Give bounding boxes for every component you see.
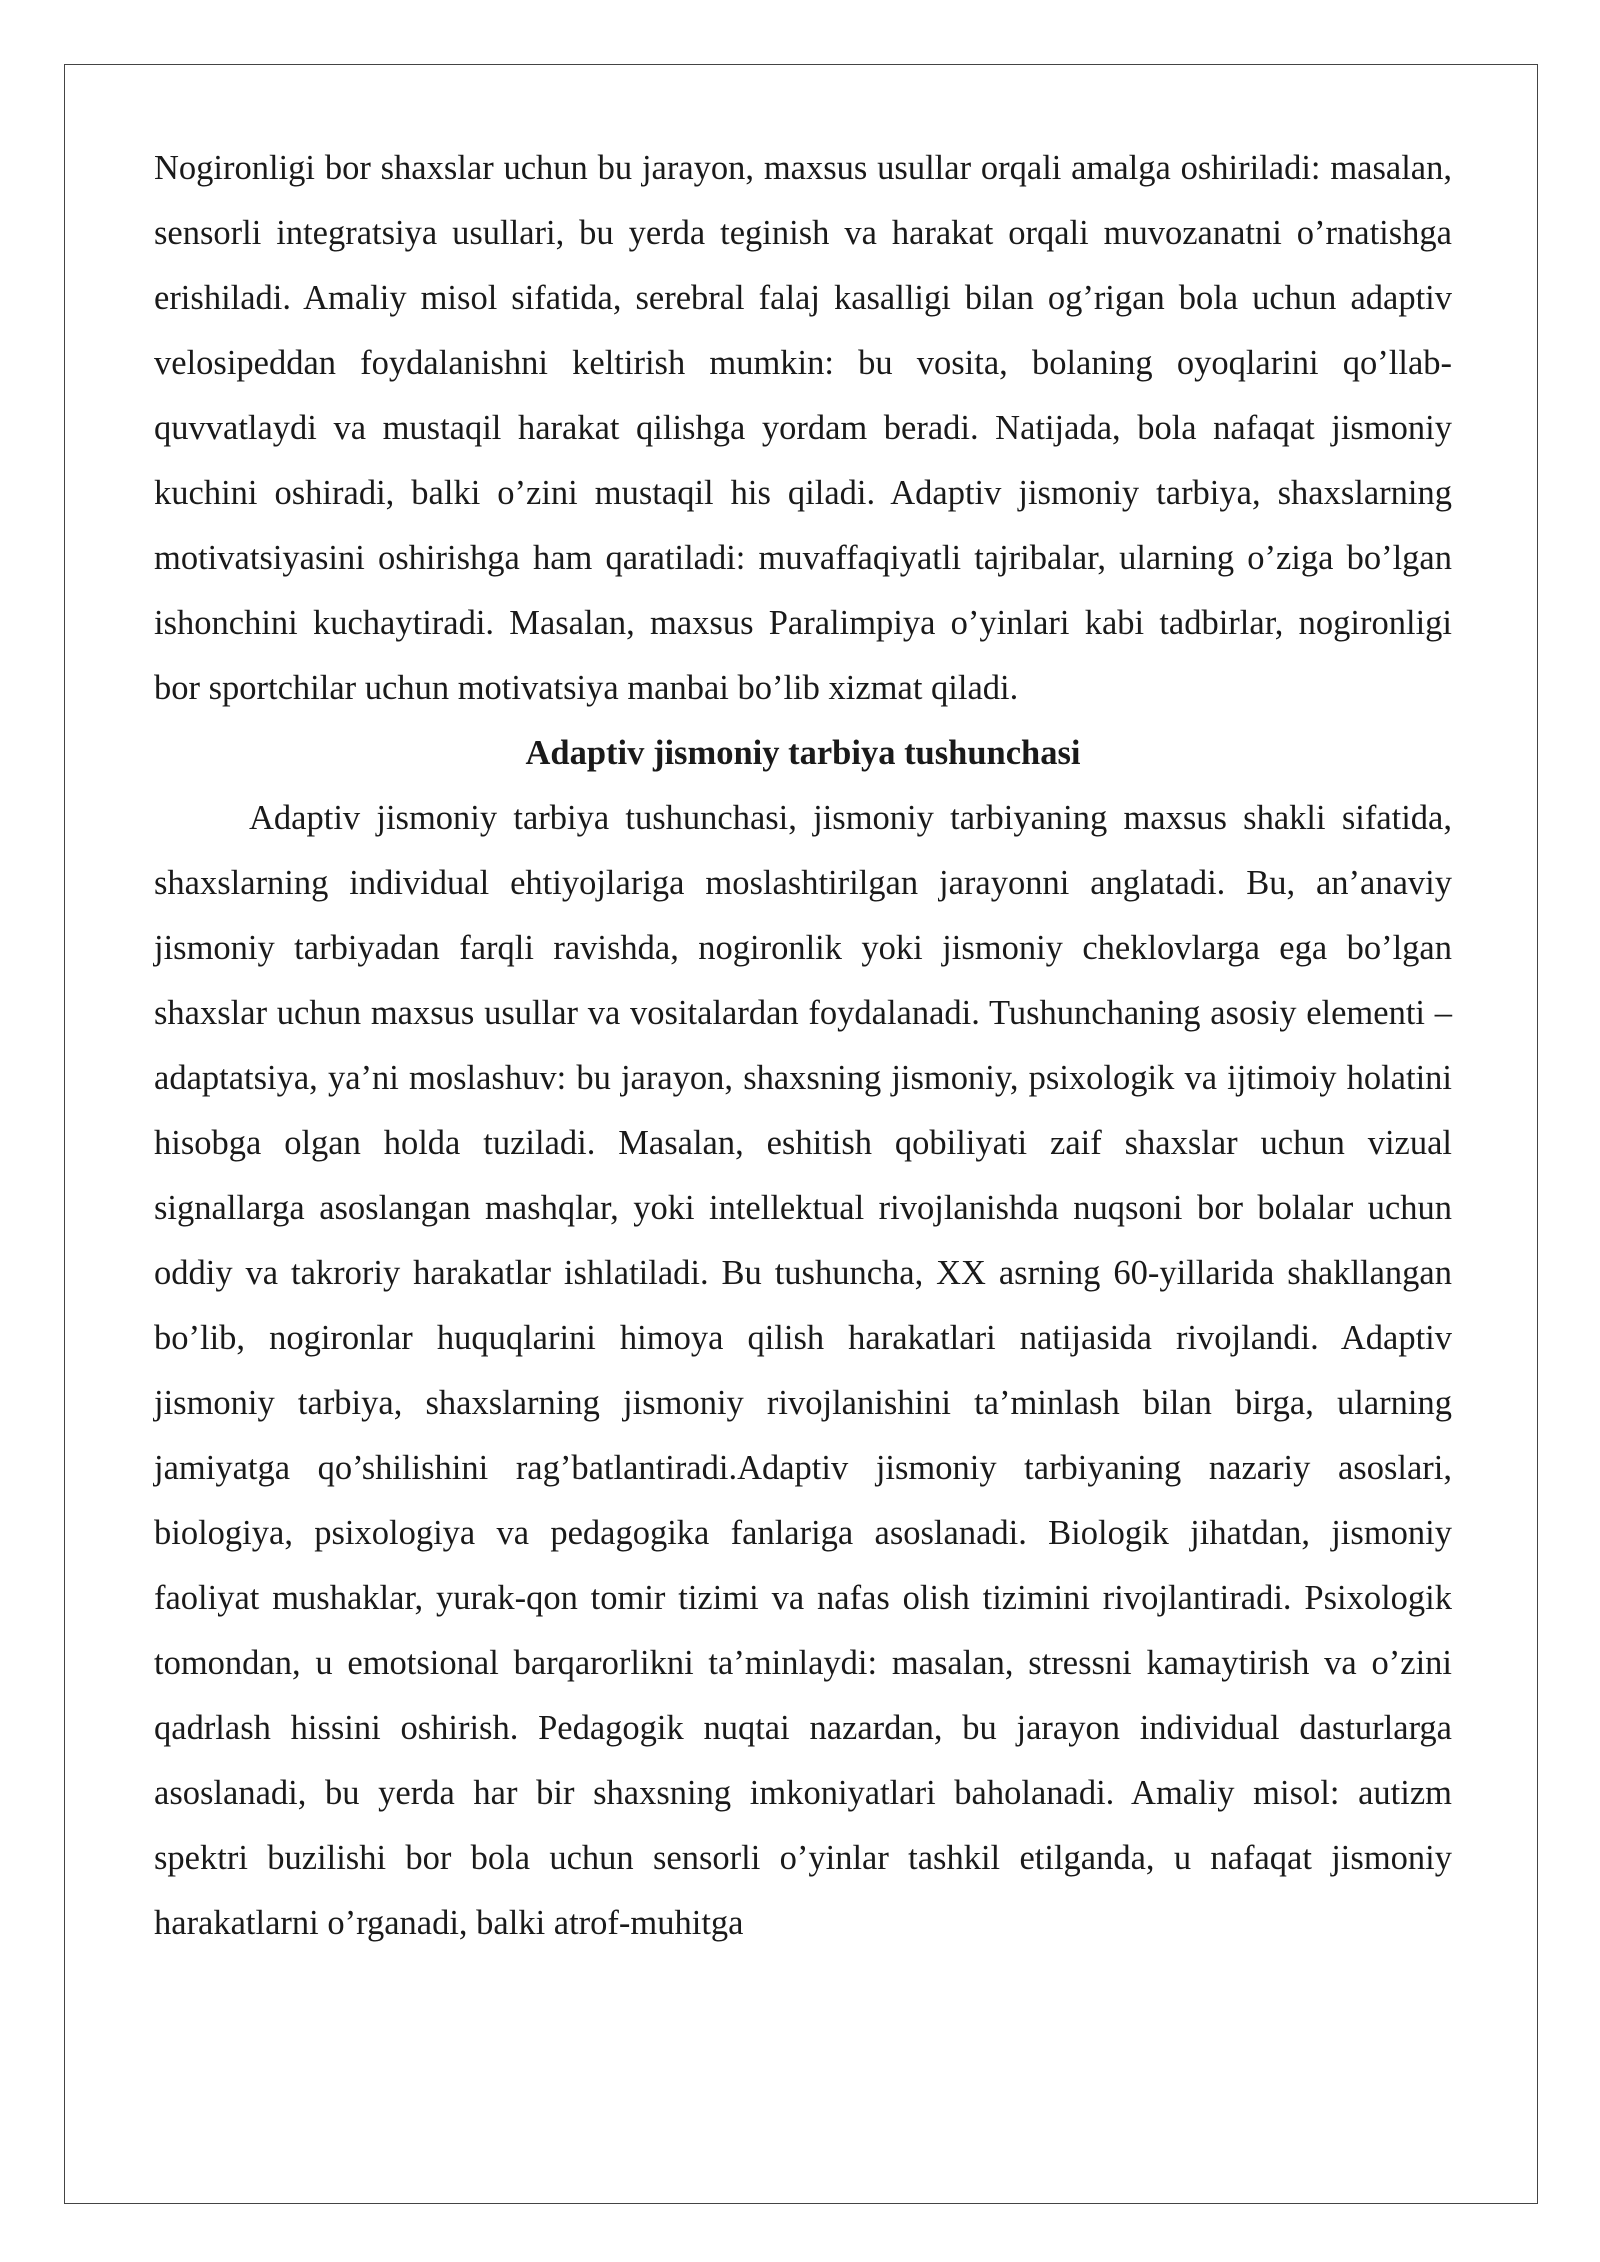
body-paragraph: Adaptiv jismoniy tarbiya tushunchasi, jismoniy tarbiyaning maxsus shakli sifatida, shaxslarning individual ehtiyojlariga moslashtirilgan jarayonni anglatadi. Bu, an’anaviy jismoniy tarbiyadan farqli ravishda, nogironlik yoki jismoniy cheklovlarga ega bo’lgan shaxslar uchun maxsus usullar va vositalardan foydalanadi. Tushunchaning asosiy elementi – adaptatsiya, ya’ni moslashuv: bu jarayon, shaxsning jismoniy, psixologik va ijtimoiy holatini hisobga olgan holda tuziladi. Masalan, eshitish qobiliyati zaif shaxslar uchun vizual signallarga asoslangan mashqlar, yoki intellektual rivojlanishda nuqsoni bor bolalar uchun oddiy va takroriy harakatlar ishlatiladi. Bu tushuncha, XX asrning 60-yillarida shakllangan bo’lib, nogironlar huquqlarini himoya qilish harakatlari natijasida rivojlandi. Adaptiv jismoniy tarbiya, shaxslarning jismoniy rivojlanishini ta’minlash bilan birga, ularning jamiyatga qo’shilishini rag’batlantiradi.Adaptiv jismoniy tarbiyaning nazariy asoslari, biologiya, psixologiya va pedagogika fanlariga asoslanadi. Biologik jihatdan, jismoniy faoliyat mushaklar, yurak-qon tomir tizimi va nafas olish tizimini rivojlantiradi. Psixologik tomondan, u emotsional barqarorlikni ta’minlaydi: masalan, stressni kamaytirish va o’zini qadrlash hissini oshirish. Pedagogik nuqtai nazardan, bu jarayon individual dasturlarga asoslanadi, bu yerda har bir shaxsning imkoniyatlari baholanadi. Amaliy misol: autizm spektri buzilishi bor bola uchun sensorli o’yinlar tashkil etilganda, u nafaqat jismoniy harakatlarni o’rganadi, balki atrof-muhitga: [154, 799, 1452, 1942]
body-paragraph: Nogironligi bor shaxslar uchun bu jarayon, maxsus usullar orqali amalga oshiriladi: masalan, sensorli integratsiya usullari, bu yerda teginish va harakat orqali muvozanatni o’rnatishga erishiladi. Amaliy misol sifatida, serebral falaj kasalligi bilan og’rigan bola uchun adaptiv velosipeddan foydalanishni keltirish mumkin: bu vosita, bolaning oyoqlarini qo’llab-quvvatlaydi va mustaqil harakat qilishga yordam beradi. Natijada, bola nafaqat jismoniy kuchini oshiradi, balki o’zini mustaqil his qiladi. Adaptiv jismoniy tarbiya, shaxslarning motivatsiyasini oshirishga ham qaratiladi: muvaffaqiyatli tajribalar, ularning o’ziga bo’lgan ishonchini kuchaytiradi. Masalan, maxsus Paralimpiya o’yinlari kabi tadbirlar, nogironligi bor sportchilar uchun motivatsiya manbai bo’lib xizmat qiladi.: [154, 149, 1452, 707]
section-heading: Adaptiv jismoniy tarbiya tushunchasi: [525, 734, 1081, 772]
document-body: [154, 136, 1452, 1956]
